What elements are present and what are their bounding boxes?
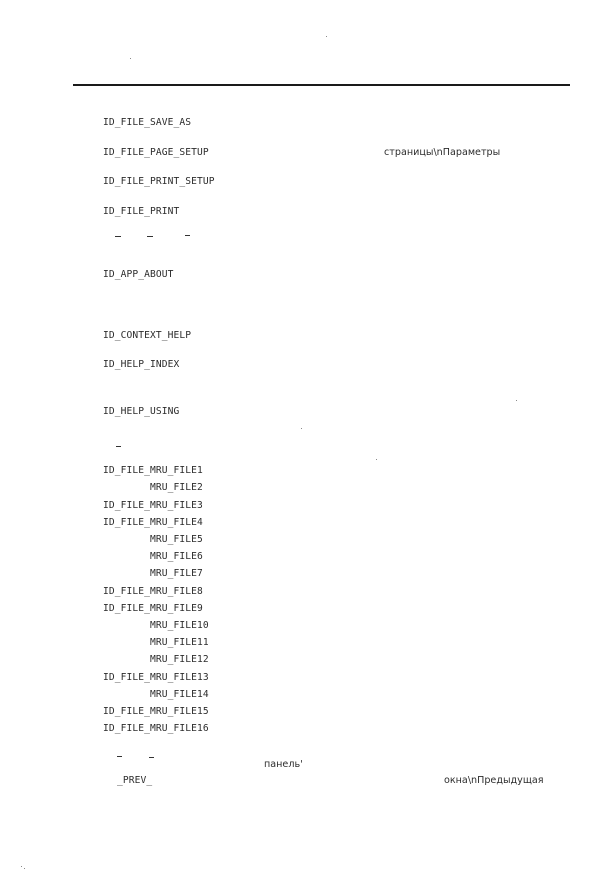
dash-mark <box>116 446 121 447</box>
mru-entry: MRU_FILE2 <box>150 482 203 493</box>
mru-entry: MRU_FILE12 <box>150 654 209 665</box>
mru-entry: MRU_FILE14 <box>150 689 209 700</box>
prev-id: _PREV_ <box>117 775 153 786</box>
dash-mark <box>117 756 122 757</box>
header-rule <box>73 84 570 86</box>
dash-mark <box>185 235 190 236</box>
mru-entry: ID_FILE_MRU_FILE15 <box>103 706 209 717</box>
entry-id-file-print: ID_FILE_PRINT <box>103 206 180 217</box>
scan-speck <box>130 58 131 59</box>
dash-mark <box>147 236 153 237</box>
mru-entry: ID_FILE_MRU_FILE16 <box>103 723 209 734</box>
scan-speck <box>24 868 25 869</box>
scan-speck <box>516 400 517 401</box>
prev-description: окна\nПредыдущая <box>444 775 544 786</box>
mru-entry: ID_FILE_MRU_FILE1 <box>103 465 203 476</box>
scan-speck <box>326 36 327 37</box>
entry-page-setup-description: страницы\nПараметры <box>384 147 501 158</box>
panel-text: панель' <box>264 759 303 770</box>
entry-id-app-about: ID_APP_ABOUT <box>103 269 174 280</box>
mru-entry: MRU_FILE6 <box>150 551 203 562</box>
mru-entry: ID_FILE_MRU_FILE9 <box>103 603 203 614</box>
mru-entry: MRU_FILE7 <box>150 568 203 579</box>
mru-entry: ID_FILE_MRU_FILE8 <box>103 586 203 597</box>
entry-id-context-help: ID_CONTEXT_HELP <box>103 330 192 341</box>
entry-id-file-save-as: ID_FILE_SAVE_AS <box>103 117 192 128</box>
mru-entry: ID_FILE_MRU_FILE3 <box>103 500 203 511</box>
mru-entry: MRU_FILE5 <box>150 534 203 545</box>
entry-id-help-index: ID_HELP_INDEX <box>103 359 180 370</box>
mru-entry: MRU_FILE10 <box>150 620 209 631</box>
scan-speck <box>301 428 302 429</box>
entry-id-file-page-setup: ID_FILE_PAGE_SETUP <box>103 147 209 158</box>
entry-id-help-using: ID_HELP_USING <box>103 406 180 417</box>
mru-entry: ID_FILE_MRU_FILE13 <box>103 672 209 683</box>
scan-speck <box>376 459 377 460</box>
dash-mark <box>149 757 154 758</box>
entry-id-file-print-setup: ID_FILE_PRINT_SETUP <box>103 176 215 187</box>
scan-speck <box>21 866 22 867</box>
dash-mark <box>115 236 121 237</box>
mru-entry: MRU_FILE11 <box>150 637 209 648</box>
mru-entry: ID_FILE_MRU_FILE4 <box>103 517 203 528</box>
